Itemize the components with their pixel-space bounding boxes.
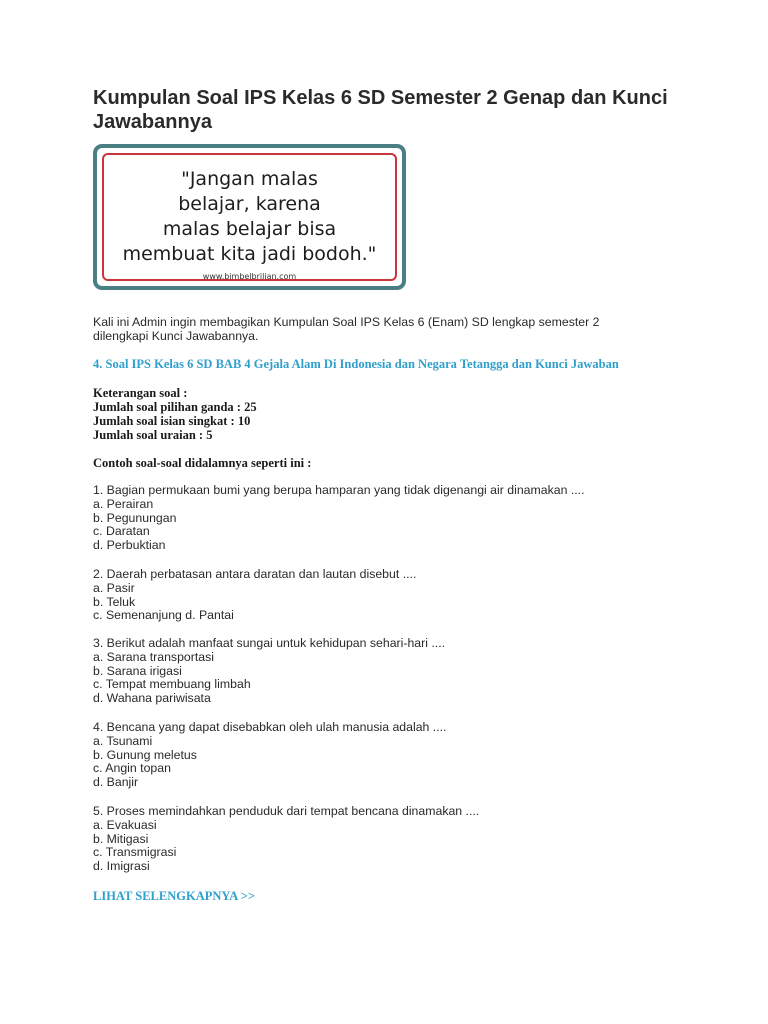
question-text: 2. Daerah perbatasan antara daratan dan lautan disebut .... — [93, 567, 417, 581]
question-text: 3. Berikut adalah manfaat sungai untuk kehidupan sehari-hari .... — [93, 636, 446, 650]
quote-line: membuat kita jadi bodoh." — [122, 243, 377, 265]
quote-website: www.bimbelbrilian.com — [202, 272, 297, 281]
bab-link[interactable]: 4. Soal IPS Kelas 6 SD BAB 4 Gejala Alam Di Indonesia dan Negara Tetangga dan Kunci Jawaban — [93, 357, 619, 371]
question-1 — [93, 484, 585, 553]
question-option: d. Imigrasi — [93, 859, 150, 874]
question-option: c. Transmigrasi — [93, 845, 177, 860]
quote-line: belajar, karena — [178, 193, 321, 215]
question-option: c. Angin topan — [93, 761, 171, 776]
question-option: c. Tempat membuang limbah — [93, 677, 251, 692]
question-option: a. Evakuasi — [93, 817, 157, 832]
question-option: b. Gunung meletus — [93, 747, 197, 762]
question-text: 4. Bencana yang dapat disebabkan oleh ulah manusia adalah .... — [93, 720, 447, 734]
intro-paragraph: Kali ini Admin ingin membagikan Kumpulan Soal IPS Kelas 6 (Enam) SD lengkap semester 2 dilengkapi Kunci Jawabannya. — [93, 315, 600, 343]
question-5 — [93, 805, 479, 874]
question-option: b. Teluk — [93, 594, 136, 609]
question-option: b. Sarana irigasi — [93, 663, 182, 678]
keterangan-item: Jumlah soal pilihan ganda : 25 — [93, 400, 257, 414]
question-option: c. Semenanjung d. Pantai — [93, 608, 234, 623]
question-option: d. Banjir — [93, 775, 139, 790]
question-option: d. Perbuktian — [93, 538, 166, 553]
keterangan-item: Jumlah soal uraian : 5 — [93, 428, 213, 442]
quote-image — [93, 144, 406, 290]
page-title: Kumpulan Soal IPS Kelas 6 SD Semester 2 Genap dan Kunci Jawabannya — [93, 87, 668, 133]
see-more-link[interactable]: LIHAT SELENGKAPNYA >> — [93, 889, 255, 903]
question-text: 5. Proses memindahkan penduduk dari tempat bencana dinamakan .... — [93, 804, 480, 818]
question-text: 1. Bagian permukaan bumi yang berupa hamparan yang tidak digenangi air dinamakan .... — [93, 483, 585, 497]
quote-line: malas belajar bisa — [162, 218, 337, 240]
keterangan-block — [93, 386, 257, 442]
question-option: d. Wahana pariwisata — [93, 691, 211, 706]
question-4 — [93, 721, 446, 790]
question-option: a. Pasir — [93, 580, 135, 595]
question-option: a. Perairan — [93, 496, 154, 511]
question-option: b. Pegunungan — [93, 510, 177, 525]
question-option: b. Mitigasi — [93, 831, 149, 846]
question-option: a. Sarana transportasi — [93, 649, 214, 664]
question-2 — [93, 568, 416, 623]
quote-frame — [102, 153, 397, 281]
question-option: a. Tsunami — [93, 733, 153, 748]
keterangan-heading: Keterangan soal : — [93, 386, 188, 400]
question-option: c. Daratan — [93, 524, 150, 539]
contoh-heading: Contoh soal-soal didalamnya seperti ini : — [93, 456, 312, 470]
question-3 — [93, 637, 445, 706]
quote-line: "Jangan malas — [181, 168, 318, 190]
keterangan-item: Jumlah soal isian singkat : 10 — [93, 414, 251, 428]
